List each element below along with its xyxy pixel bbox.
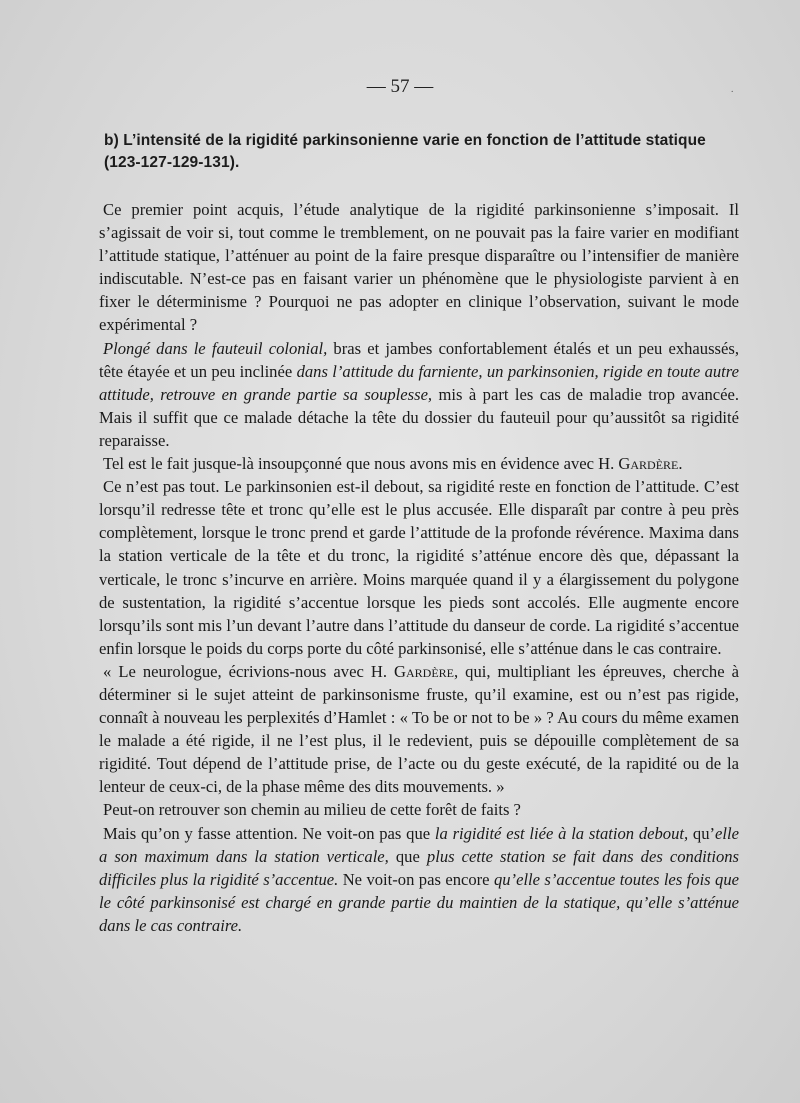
page-speck: · (730, 86, 734, 98)
paragraph-4: Ce n’est pas tout. Le parkinsonien est-il debout, sa rigidité reste en fonction de l’attitude. C’est lorsqu’il redresse tête et tronc qu’elle est le plus accusée. Elle disparaît par contre à peu près complètement, lorsque le tronc prend et garde l’attitude de la profonde révérence. Maxima dans la station verticale de la tête et du tronc, la rigidité s’atténue encore dès que, dépassant la verticale, le tronc s’incurve en arrière. Moins marquée quand il y a élargissement du polygone de sustentation, la rigidité s’accentue lorsque les pieds sont accolés. Elle augmente encore lorsqu’ils sont mis l’un devant l’autre dans l’attitude du danseur de corde. La rigidité s’accentue enfin lorsque le poids du corps porte du côté parkinsonisé, elle s’atténue dans le cas contraire. (99, 477, 739, 658)
emphasis: elle a son maximum dans la station verticale, (99, 823, 739, 866)
text-run: Tel est le fait jusque-là insoupçonné que nous avons mis en évidence avec H. (103, 454, 619, 474)
text-run: Mais qu’on y fasse attention. Ne voit-on pas que (103, 823, 435, 843)
text-run: bras et jambes confortablement étalés et un peu exhaussés, tête étayée et un peu inclinée (99, 338, 739, 381)
text-run: que (388, 846, 427, 866)
paragraph-question: Peut-on retrouver son chemin au milieu de cette forêt de faits ? (103, 800, 521, 820)
text-run: . (678, 454, 683, 474)
paragraph-quote (99, 660, 739, 799)
paragraph-2 (99, 337, 739, 452)
text-run: qu’ (688, 823, 716, 843)
section-heading: b) L’intensité de la rigidité parkinsonienne varie en fonction de l’attitude statique (123-127-129-131). (104, 132, 706, 171)
emphasis: plus cette station se fait dans des conditions difficiles plus la rigidité s’accentue. (99, 846, 739, 889)
body-text (99, 198, 739, 937)
text-run: , qui, multipliant les épreuves, cherche à déterminer si le sujet atteint de parkinsonisme fruste, qu’il examine, est ou n’est pas rigide, connaît à nouveau les perplexités d’Hamlet : « To be or not to be » ? Au cours du même examen le malade a été rigide, il ne l’est plus, il le redevient, puis se dépouille complètement de sa rigidité. Tout dépend de l’attitude prise, de l’acte ou du geste exécuté, de la rapidité ou de la lenteur de ceux-ci, de la phase même des dits mouvements. » (99, 661, 739, 797)
text-run: mis à part les cas de maladie trop avancée. Mais il suffit que ce malade détache la tête du dossier du fauteuil pour qu’aussitôt sa rigidité reparaisse. (99, 384, 739, 450)
emphasis: qu’elle s’accentue toutes les fois que le côté parkinsonisé est chargé en grande partie du maintien de la statique, qu’elle s’atténue dans le cas contraire. (99, 869, 740, 935)
text-run: Ne voit-on pas encore (338, 869, 494, 889)
emphasis: dans l’attitude du farniente, un parkinsonien, rigide en toute autre attitude, retrouve en grande partie sa souplesse, (99, 361, 739, 404)
paragraph-1: Ce premier point acquis, l’étude analytique de la rigidité parkinsonienne s’imposait. Il s’agissait de voir si, tout comme le tremblement, on ne pouvait pas la faire varier en modifiant l’attitude statique, l’atténuer au point de la faire presque disparaître ou l’intensifier de manière indiscutable. N’est-ce pas en faisant varier un phénomène que le physiologiste parvient à en fixer le déterminisme ? Pourquoi ne pas adopter en clinique l’observation, suivant le mode expérimental ? (99, 200, 739, 335)
paragraph-3 (99, 452, 739, 475)
emphasis: Plongé dans le fauteuil colonial, (103, 338, 328, 358)
page-number: — 57 — (366, 76, 434, 97)
emphasis: la rigidité est liée à la station debout, (434, 823, 689, 843)
text-run: « Le neurologue, écrivions-nous avec H. (103, 661, 394, 681)
author-name: Gardère (394, 661, 454, 681)
author-name: Gardère (618, 454, 679, 474)
paragraph-last (99, 822, 739, 937)
